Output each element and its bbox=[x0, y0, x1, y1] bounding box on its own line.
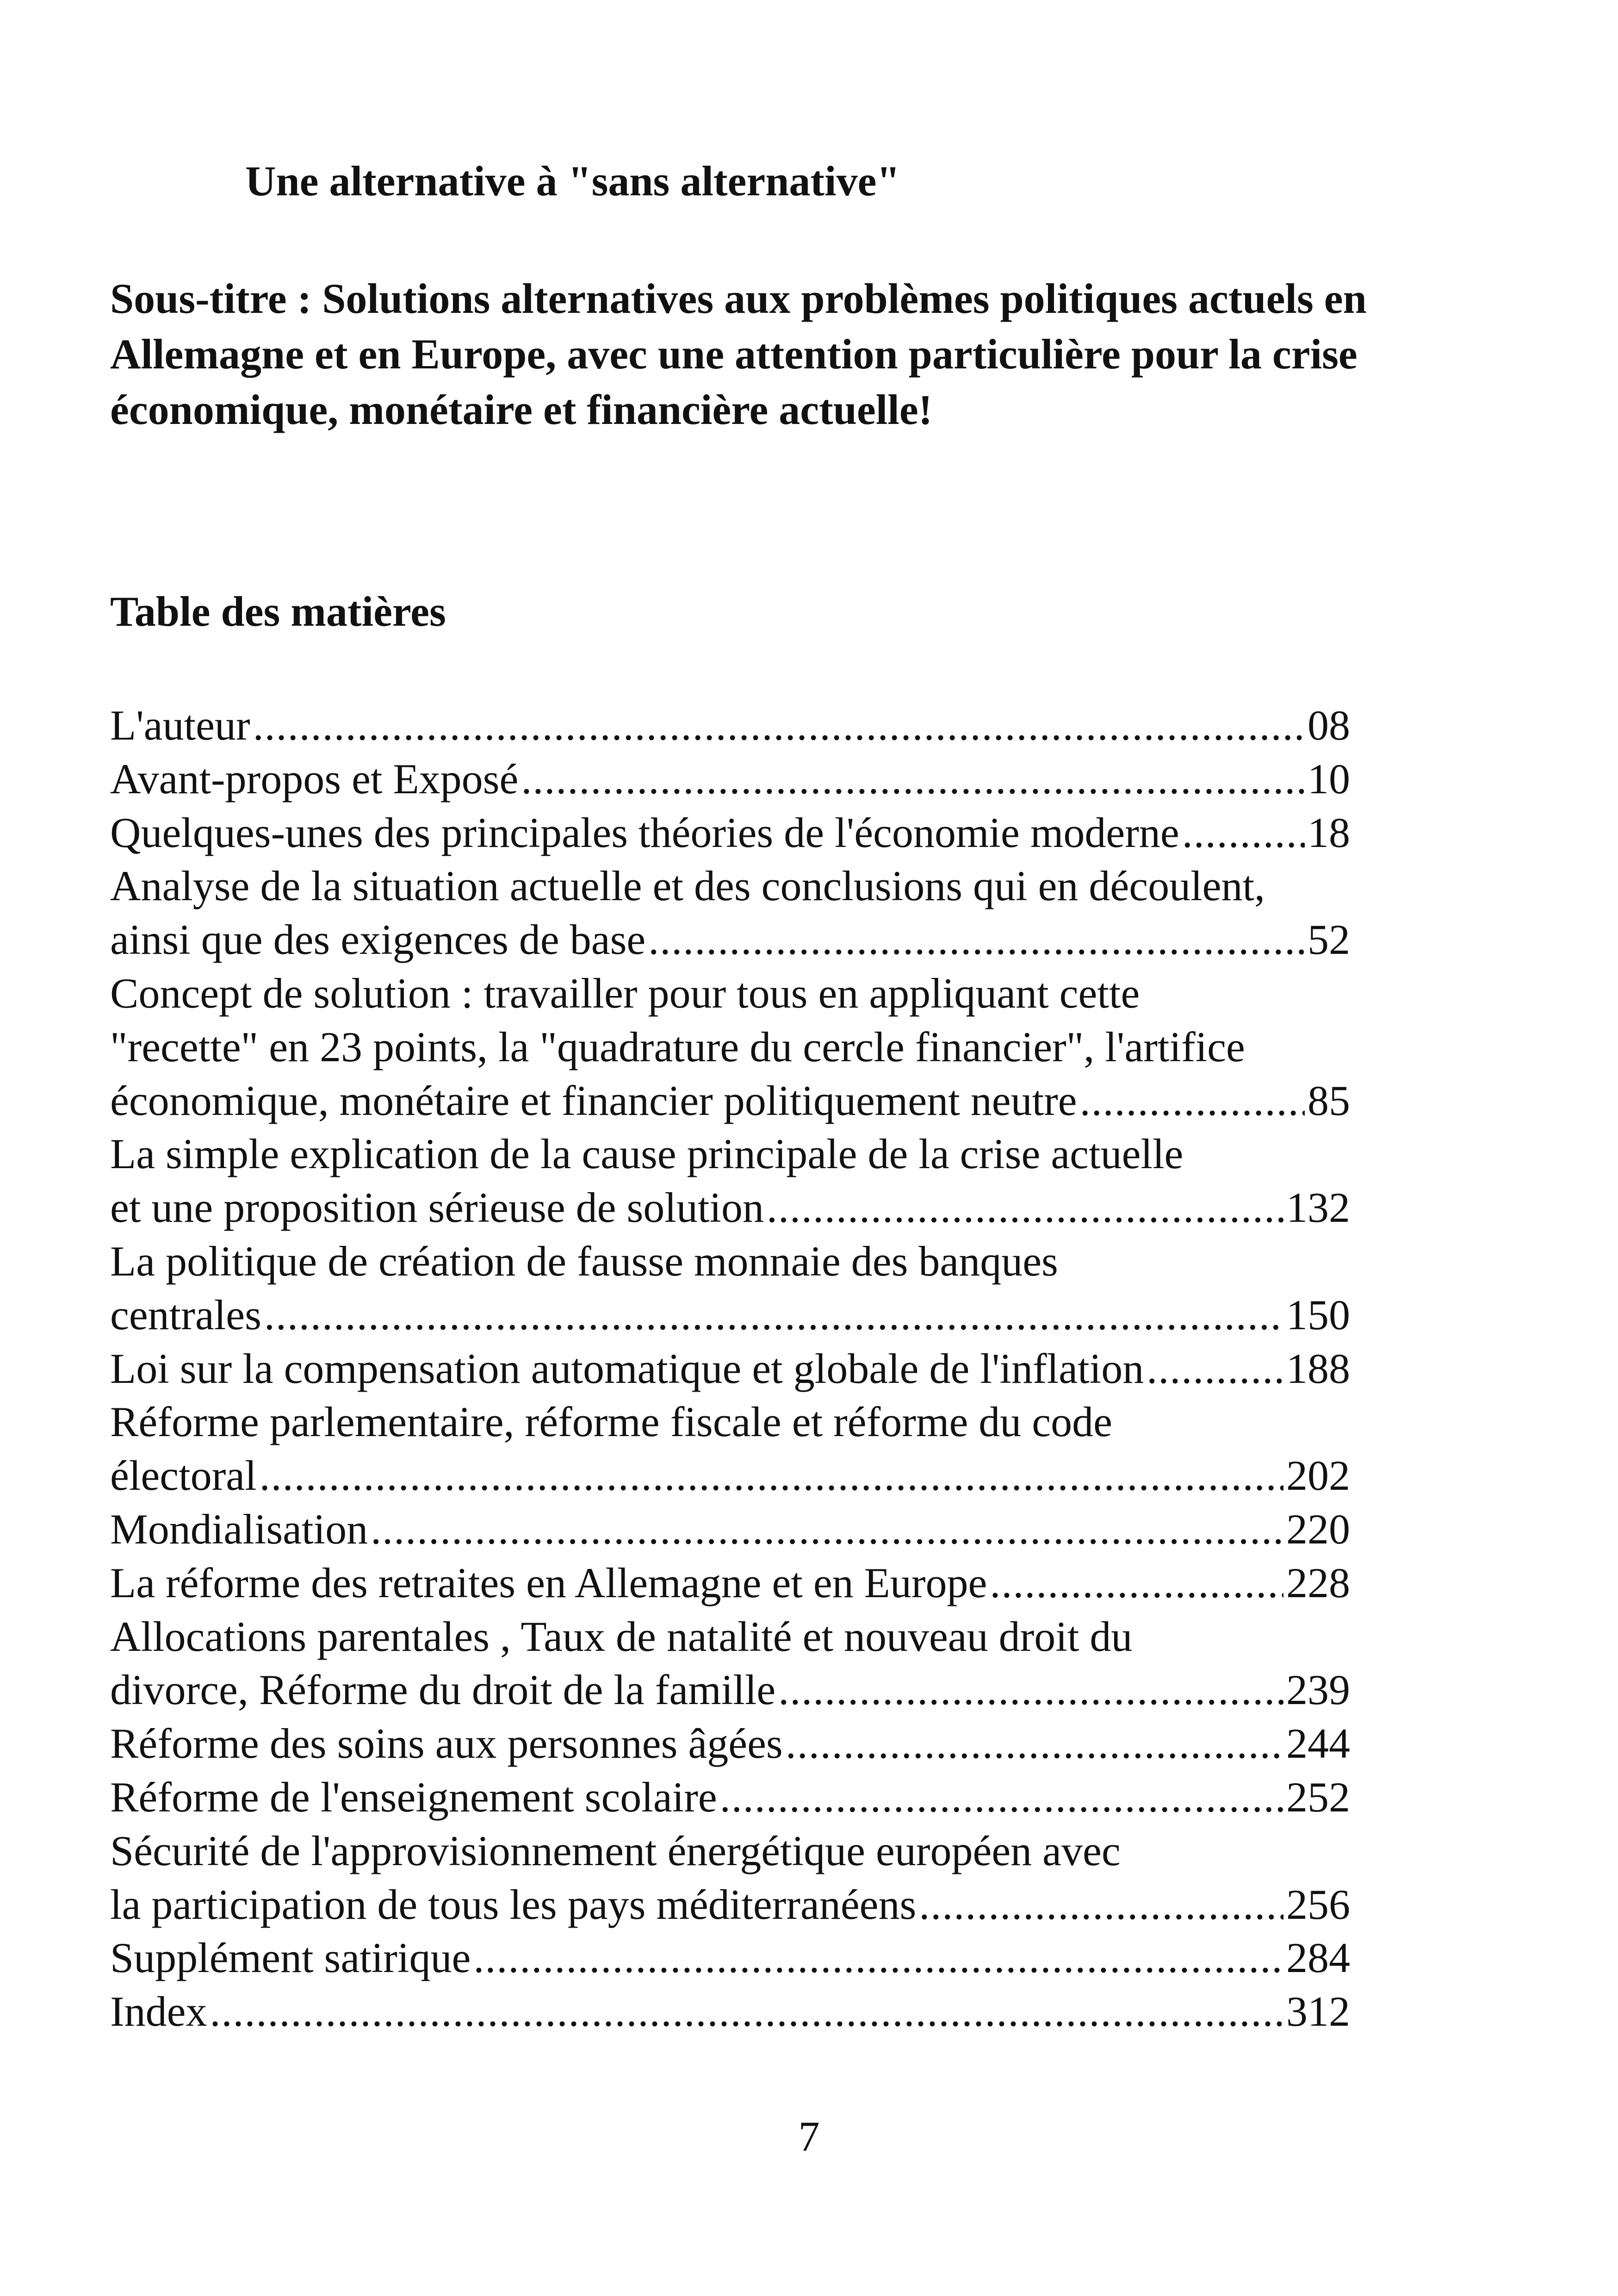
toc-dot-leader bbox=[720, 1771, 1283, 1824]
toc-entry-text: La simple explication de la cause principale de la crise actuelle bbox=[110, 1130, 1184, 1178]
toc-entry-page: 18 bbox=[1308, 809, 1350, 856]
toc-entry-row bbox=[110, 1878, 1350, 1932]
toc-heading: Table des matières bbox=[110, 588, 446, 635]
toc-entry-row bbox=[110, 1342, 1350, 1396]
toc-entry-row bbox=[110, 1771, 1350, 1824]
toc-entry bbox=[110, 753, 1350, 806]
toc-dot-leader bbox=[1147, 1342, 1283, 1396]
toc-entry-text: Réforme des soins aux personnes âgées bbox=[110, 1720, 783, 1767]
toc-dot-leader bbox=[210, 1985, 1283, 2039]
toc-entry-page: 132 bbox=[1286, 1184, 1350, 1232]
toc-entry-text: divorce, Réforme du droit de la famille bbox=[110, 1666, 776, 1714]
toc-entry-page: 284 bbox=[1286, 1934, 1350, 1982]
toc-entry-page: 202 bbox=[1286, 1452, 1350, 1500]
toc-entry-text: centrales bbox=[110, 1291, 261, 1338]
toc-dot-leader bbox=[786, 1717, 1283, 1771]
toc-entry-row bbox=[110, 1074, 1350, 1128]
toc-entry-row bbox=[110, 1663, 1350, 1717]
toc-entry-text: Quelques-unes des principales théories de l'économie moderne bbox=[110, 809, 1179, 856]
toc-entry bbox=[110, 859, 1350, 967]
toc-entry-text: économique, monétaire et financier politiquement neutre bbox=[110, 1076, 1077, 1124]
toc-entry-text: Concept de solution : travailler pour tous en appliquant cette bbox=[110, 969, 1140, 1017]
toc-entry-text: Allocations parentales , Taux de natalité et nouveau droit du bbox=[110, 1612, 1133, 1660]
toc-entry-page: 239 bbox=[1286, 1666, 1350, 1714]
toc-dot-leader bbox=[767, 1181, 1283, 1235]
toc-dot-leader bbox=[778, 1663, 1283, 1717]
toc-dot-leader bbox=[264, 1288, 1283, 1342]
toc-entry-page: 188 bbox=[1286, 1344, 1350, 1392]
toc-dot-leader bbox=[253, 699, 1305, 753]
subtitle-line: économique, monétaire et financière actuelle! bbox=[110, 386, 933, 433]
toc-entry-text: Loi sur la compensation automatique et globale de l'inflation bbox=[110, 1344, 1144, 1392]
toc-entry bbox=[110, 967, 1350, 1127]
toc-entry-text: La réforme des retraites en Allemagne et en Europe bbox=[110, 1559, 987, 1606]
toc-entry-page: 10 bbox=[1308, 755, 1350, 803]
toc-dot-leader bbox=[648, 913, 1305, 967]
subtitle-line: Sous-titre : Solutions alternatives aux problèmes politiques actuels en bbox=[110, 275, 1367, 322]
toc-entry-page: 150 bbox=[1286, 1291, 1350, 1338]
toc-entry-page: 08 bbox=[1308, 702, 1350, 749]
toc-entry-text: Réforme parlementaire, réforme fiscale et réforme du code bbox=[110, 1398, 1112, 1446]
toc-entry-page: 220 bbox=[1286, 1505, 1350, 1553]
book-title: Une alternative à "sans alternative" bbox=[245, 157, 900, 205]
toc-dot-leader bbox=[919, 1878, 1283, 1932]
toc-dot-leader bbox=[1080, 1074, 1305, 1128]
toc-dot-leader bbox=[473, 1931, 1283, 1985]
toc-dot-leader bbox=[521, 753, 1305, 806]
toc-entry-text: L'auteur bbox=[110, 702, 250, 749]
toc-entry bbox=[110, 1931, 1350, 1985]
toc-entry bbox=[110, 1556, 1350, 1610]
subtitle bbox=[110, 271, 1526, 437]
toc-entry-page: 312 bbox=[1286, 1988, 1350, 2035]
page-number: 7 bbox=[798, 2113, 820, 2160]
toc-entry-row bbox=[110, 1985, 1350, 2039]
toc-entry-row bbox=[110, 1931, 1350, 1985]
toc-entry-row bbox=[110, 1449, 1350, 1503]
toc-entry-row bbox=[110, 1181, 1350, 1235]
toc-entry bbox=[110, 1127, 1350, 1235]
toc-entry bbox=[110, 1717, 1350, 1771]
toc-dot-leader bbox=[371, 1503, 1283, 1556]
toc-entry-row bbox=[110, 1556, 1350, 1610]
toc-entry-text: électoral bbox=[110, 1452, 257, 1500]
toc-entry bbox=[110, 806, 1350, 860]
subtitle-line: Allemagne et en Europe, avec une attention particulière pour la crise bbox=[110, 330, 1358, 378]
toc-entry bbox=[110, 699, 1350, 753]
toc-entry bbox=[110, 1610, 1350, 1717]
toc-entry-text: Avant-propos et Exposé bbox=[110, 755, 519, 803]
toc-entry bbox=[110, 1824, 1350, 1932]
toc-entry-text: la participation de tous les pays méditerranéens bbox=[110, 1880, 917, 1928]
toc-entry-text: Réforme de l'enseignement scolaire bbox=[110, 1773, 717, 1821]
toc-entry bbox=[110, 1985, 1350, 2039]
toc-entry-text: ainsi que des exigences de base bbox=[110, 916, 646, 964]
toc-entry bbox=[110, 1771, 1350, 1824]
toc-entry-text: Index bbox=[110, 1988, 207, 2035]
table-of-contents bbox=[110, 699, 1350, 2039]
toc-entry-page: 52 bbox=[1308, 916, 1350, 964]
toc-entry-text: Sécurité de l'approvisionnement énergétique européen avec bbox=[110, 1827, 1121, 1874]
toc-entry-page: 228 bbox=[1286, 1559, 1350, 1606]
toc-entry bbox=[110, 1235, 1350, 1342]
toc-entry-page: 85 bbox=[1308, 1076, 1350, 1124]
toc-entry-row bbox=[110, 1717, 1350, 1771]
toc-entry-text: La politique de création de fausse monnaie des banques bbox=[110, 1237, 1058, 1285]
toc-entry-row bbox=[110, 1503, 1350, 1556]
toc-entry-text: Mondialisation bbox=[110, 1505, 368, 1553]
toc-entry-page: 256 bbox=[1286, 1880, 1350, 1928]
toc-entry-row bbox=[110, 913, 1350, 967]
toc-entry-row bbox=[110, 753, 1350, 806]
toc-entry-text: Supplément satirique bbox=[110, 1934, 471, 1982]
toc-entry bbox=[110, 1395, 1350, 1503]
toc-entry bbox=[110, 1503, 1350, 1556]
toc-entry-text: et une proposition sérieuse de solution bbox=[110, 1184, 764, 1232]
toc-dot-leader bbox=[990, 1556, 1283, 1610]
toc-entry-text: "recette" en 23 points, la "quadrature du cercle financier", l'artifice bbox=[110, 1023, 1245, 1070]
toc-entry bbox=[110, 1342, 1350, 1396]
toc-dot-leader bbox=[1182, 806, 1305, 860]
toc-entry-page: 252 bbox=[1286, 1773, 1350, 1821]
toc-entry-row bbox=[110, 806, 1350, 860]
toc-entry-row bbox=[110, 699, 1350, 753]
toc-dot-leader bbox=[260, 1449, 1283, 1503]
toc-entry-row bbox=[110, 1288, 1350, 1342]
toc-entry-text: Analyse de la situation actuelle et des conclusions qui en découlent, bbox=[110, 862, 1265, 910]
toc-entry-page: 244 bbox=[1286, 1720, 1350, 1767]
